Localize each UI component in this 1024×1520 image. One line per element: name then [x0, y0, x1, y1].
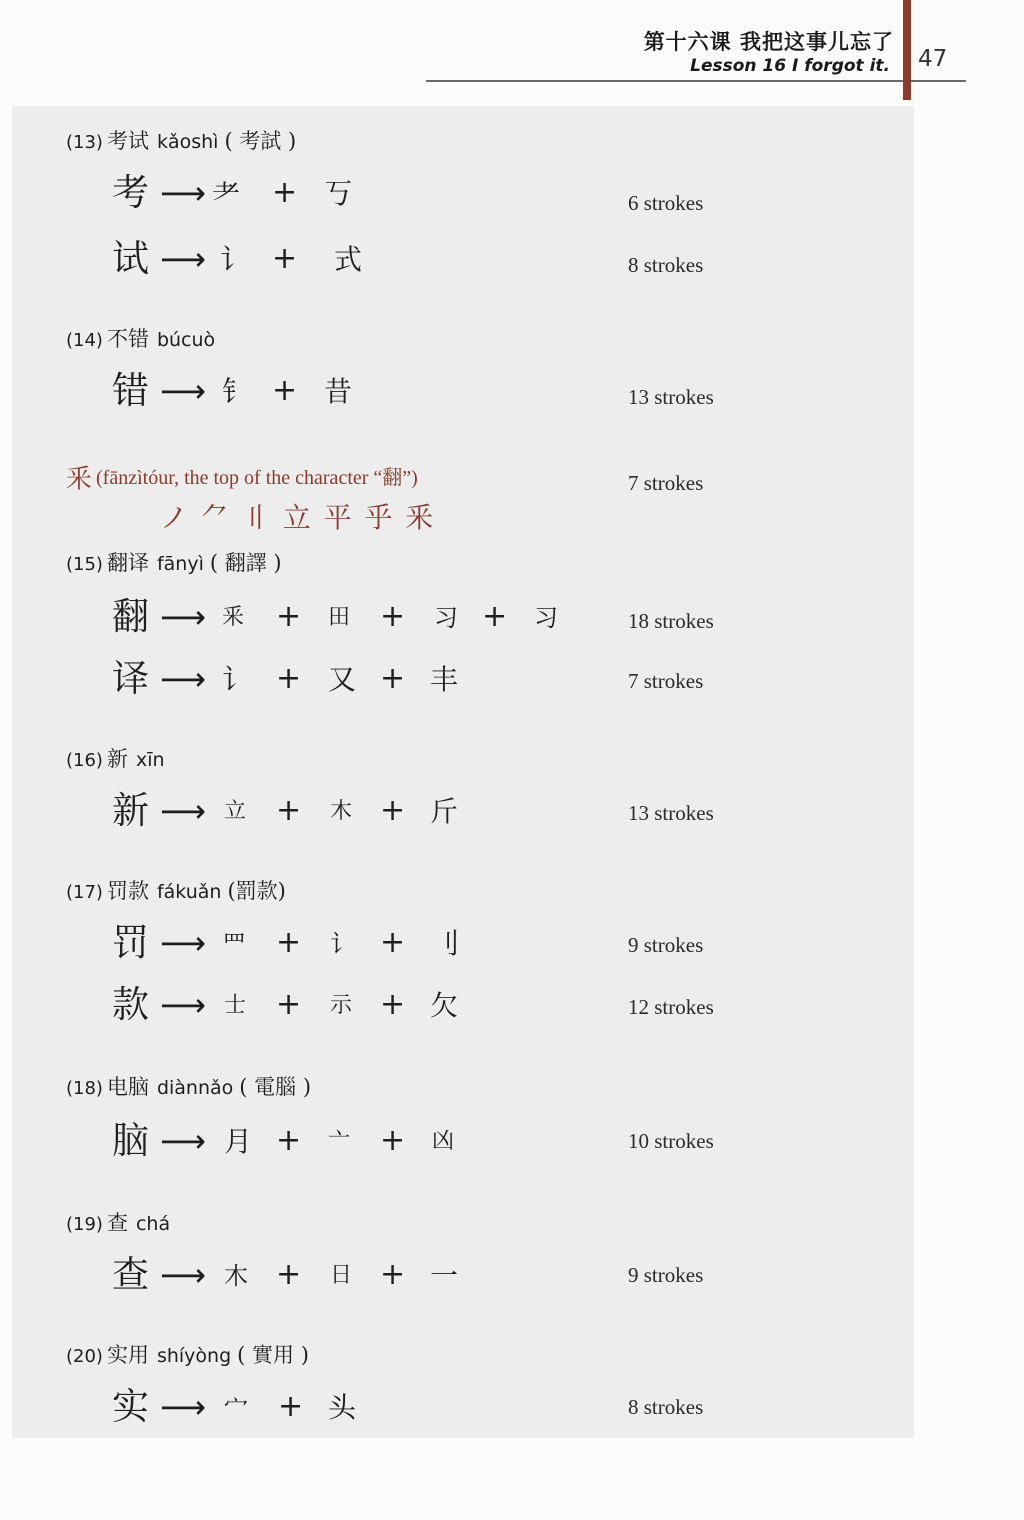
component: 士 — [224, 993, 247, 1018]
decomposition-row — [112, 366, 592, 416]
entry-number: (15) — [66, 554, 103, 575]
entry-traditional: ( 考試 ) — [224, 129, 297, 153]
entry-word: 考试 — [106, 129, 149, 153]
component: 刂 — [432, 927, 461, 960]
component: 日 — [330, 1263, 353, 1288]
page-header — [0, 0, 1024, 110]
component: 凶 — [432, 1129, 455, 1154]
stroke-count: 13 strokes — [628, 801, 714, 825]
entry-word: 罚款 — [106, 879, 149, 903]
decomposition-row — [112, 786, 592, 836]
entry-word: 查 — [106, 1211, 128, 1235]
character: 脑 — [112, 1119, 149, 1162]
arrow-icon: ⟶ — [160, 1388, 206, 1426]
component: 罒 — [222, 930, 246, 958]
decomposition-row — [112, 1250, 592, 1300]
plus-icon: + — [380, 793, 406, 828]
component: 立 — [224, 799, 247, 824]
stroke-count: 10 strokes — [628, 1129, 714, 1153]
header-divider — [426, 80, 966, 82]
character: 译 — [112, 657, 149, 700]
component: 木 — [330, 799, 353, 824]
plus-icon: + — [380, 661, 406, 696]
decomposition-row — [112, 980, 592, 1030]
entry-pinyin: xīn — [135, 749, 165, 771]
character: 翻 — [112, 595, 149, 638]
character: 新 — [112, 789, 149, 832]
component: 讠 — [330, 930, 354, 958]
stroke-count: 8 strokes — [628, 1395, 704, 1419]
component: 昔 — [324, 375, 353, 408]
plus-icon: + — [276, 793, 302, 828]
entry-heading-18 — [66, 1072, 311, 1102]
arrow-icon: ⟶ — [160, 660, 206, 698]
component: 讠 — [222, 663, 251, 696]
entry-word: 不错 — [106, 327, 149, 351]
entry-traditional: ( 翻譯 ) — [209, 551, 282, 575]
entry-pinyin: chá — [135, 1213, 171, 1235]
header-accent-bar — [903, 0, 911, 100]
stroke-count: 6 strokes — [628, 191, 704, 215]
component: 月 — [224, 1125, 253, 1158]
entry-word: 新 — [106, 747, 128, 771]
decomposition-row — [112, 918, 592, 968]
plus-icon: + — [276, 925, 302, 960]
component: 讠 — [220, 243, 249, 276]
page-number: 47 — [918, 46, 948, 72]
character: 错 — [112, 369, 149, 412]
character: 查 — [112, 1253, 149, 1296]
radical-character: 釆 — [66, 464, 93, 495]
entry-heading-20 — [66, 1340, 309, 1370]
entry-traditional: ( 實用 ) — [237, 1343, 309, 1367]
component: 亠 — [328, 1129, 351, 1154]
component: 田 — [328, 605, 351, 630]
radical-description: (fānzìtóur, the top of the character “翻”) — [96, 467, 418, 489]
stroke-count: 8 strokes — [628, 253, 704, 277]
stroke-order-sequence: ノ ⺈ 〢 立 平 乎 釆 — [160, 501, 436, 534]
plus-icon: + — [276, 599, 302, 634]
component: 示 — [330, 993, 353, 1018]
plus-icon: + — [276, 1123, 302, 1158]
entry-heading-16 — [66, 744, 165, 774]
plus-icon: + — [380, 1123, 406, 1158]
arrow-icon: ⟶ — [160, 174, 206, 212]
decomposition-row — [112, 1382, 592, 1432]
arrow-icon: ⟶ — [160, 372, 206, 410]
plus-icon: + — [276, 987, 302, 1022]
entry-word: 电脑 — [106, 1075, 149, 1099]
plus-icon: + — [278, 1389, 304, 1424]
entry-number: (19) — [66, 1214, 103, 1235]
arrow-icon: ⟶ — [160, 792, 206, 830]
entry-pinyin: kǎoshì — [156, 131, 219, 153]
entry-heading-17 — [66, 876, 286, 906]
entry-word: 翻译 — [106, 551, 149, 575]
character: 款 — [112, 983, 149, 1026]
entry-heading-14 — [66, 324, 215, 354]
plus-icon: + — [380, 1257, 406, 1292]
plus-icon: + — [272, 373, 298, 408]
arrow-icon: ⟶ — [160, 598, 206, 636]
entry-number: (20) — [66, 1346, 103, 1367]
plus-icon: + — [276, 1257, 302, 1292]
entry-pinyin: fákuǎn — [156, 881, 222, 903]
character: 试 — [112, 237, 149, 280]
arrow-icon: ⟶ — [160, 240, 206, 278]
component: 习 — [534, 604, 558, 632]
decomposition-row — [112, 592, 592, 642]
plus-icon: + — [482, 599, 508, 634]
plus-icon: + — [272, 175, 298, 210]
stroke-count: 9 strokes — [628, 933, 704, 957]
arrow-icon: ⟶ — [160, 1122, 206, 1160]
plus-icon: + — [380, 599, 406, 634]
component: 欠 — [430, 989, 459, 1022]
component: 习 — [434, 604, 458, 632]
arrow-icon: ⟶ — [160, 924, 206, 962]
component: 木 — [224, 1262, 248, 1290]
entry-heading-15 — [66, 548, 282, 578]
stroke-count: 7 strokes — [628, 471, 704, 495]
entry-number: (14) — [66, 330, 103, 351]
stroke-count: 18 strokes — [628, 609, 714, 633]
arrow-icon: ⟶ — [160, 986, 206, 1024]
component: 头 — [328, 1391, 357, 1424]
entry-pinyin: shíyòng — [156, 1345, 232, 1367]
component: 丰 — [430, 663, 459, 696]
decomposition-row — [112, 1116, 592, 1166]
lesson-title-chinese: 第十六课 我把这事儿忘了 — [643, 30, 894, 54]
component: 又 — [328, 663, 357, 696]
component: 钅 — [222, 375, 251, 408]
entry-pinyin: fānyì — [156, 553, 204, 575]
entry-number: (17) — [66, 882, 103, 903]
plus-icon: + — [380, 987, 406, 1022]
component: 宀 — [224, 1394, 248, 1422]
character: 罚 — [112, 921, 149, 964]
entry-heading-19 — [66, 1208, 170, 1238]
entry-number: (13) — [66, 132, 103, 153]
entry-number: (18) — [66, 1078, 103, 1099]
component: 丂 — [324, 177, 353, 210]
stroke-count: 9 strokes — [628, 1263, 704, 1287]
entry-heading-13 — [66, 126, 296, 156]
component: 式 — [334, 243, 363, 276]
entry-word: 实用 — [106, 1343, 149, 1367]
entry-traditional: ( 電腦 ) — [239, 1075, 312, 1099]
lesson-title-english: Lesson 16 I forgot it. — [690, 56, 890, 76]
stroke-count: 7 strokes — [628, 669, 704, 693]
character: 考 — [112, 171, 149, 214]
entry-pinyin: búcuò — [156, 329, 216, 351]
entry-pinyin: diànnǎo — [156, 1077, 234, 1099]
plus-icon: + — [276, 661, 302, 696]
decomposition-row — [112, 654, 592, 704]
decomposition-row — [112, 168, 592, 218]
component: 耂 — [212, 177, 241, 210]
plus-icon: + — [380, 925, 406, 960]
component: 斤 — [430, 795, 459, 828]
stroke-count: 13 strokes — [628, 385, 714, 409]
plus-icon: + — [272, 241, 298, 276]
arrow-icon: ⟶ — [160, 1256, 206, 1294]
stroke-count: 12 strokes — [628, 995, 714, 1019]
entry-traditional: (罰款) — [227, 879, 286, 903]
character: 实 — [112, 1385, 149, 1428]
component: 釆 — [222, 605, 245, 630]
component: 一 — [430, 1259, 459, 1292]
decomposition-row — [112, 234, 592, 284]
radical-note — [66, 462, 418, 494]
entry-number: (16) — [66, 750, 103, 771]
